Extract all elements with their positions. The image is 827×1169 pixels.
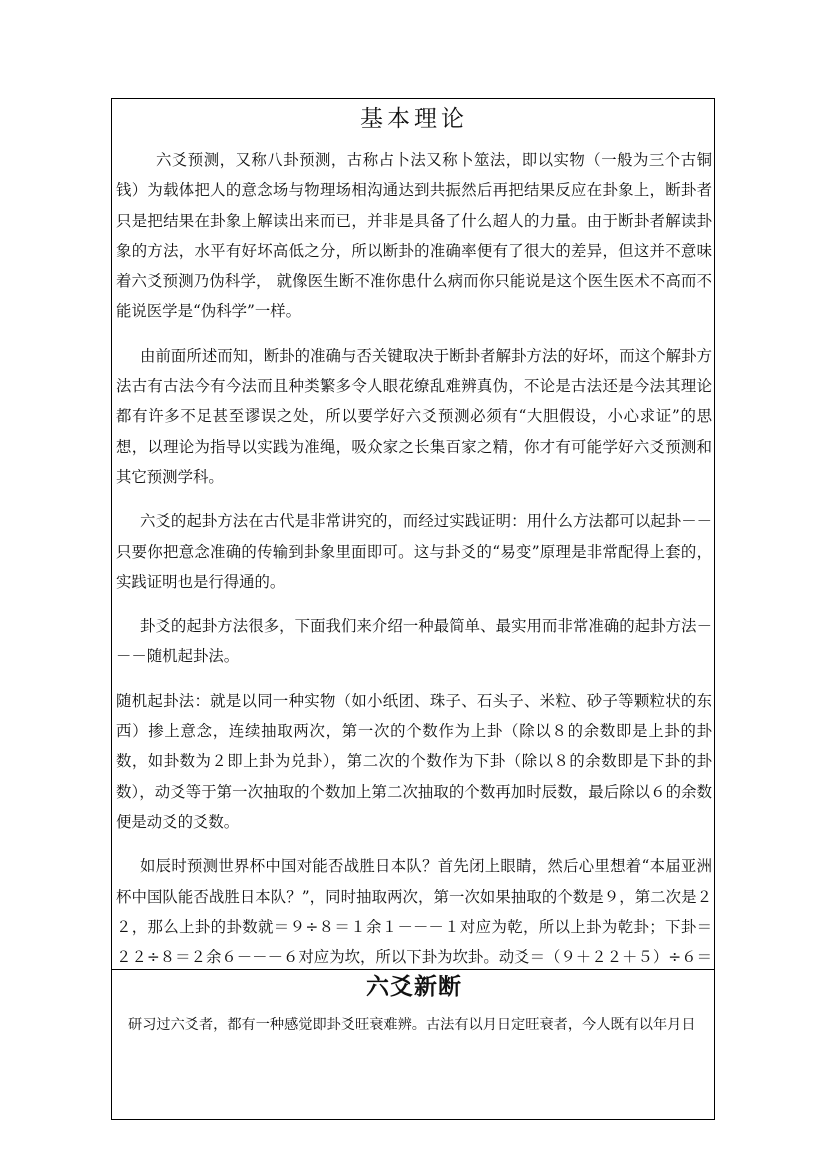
paragraph: 六爻预测，又称八卦预测，古称占卜法又称卜筮法，即以实物（一般为三个古铜钱）为载体把人的意念场与物理场相沟通达到共振然后再把结果反应在卦象上，断卦者只是把结果在卦象上解读出来而已，并非是具备了什么超人的力量。由于断卦者解读卦象的方法，水平有好坏高低之分，所以断卦的准确率便有了很大的差异，但这并不意味着六爻预测乃伪科学， 就像医生断不准你患什么病而你只能说是这个医生医术不高而不能说医学是“伪科学”一样。 — [116, 151, 712, 321]
paragraph: 卦爻的起卦方法很多，下面我们来介绍一种最简单、最实用而非常准确的起卦方法－－－随机起卦法。 — [116, 617, 712, 666]
paragraph: 随机起卦法：就是以同一种实物（如小纸团、珠子、石头子、米粒、砂子等颗粒状的东西）掺上意念，连续抽取两次，第一次的个数作为上卦（除以８的余数即是上卦的卦数，如卦数为２即上卦为兑卦），第二次的个数作为下卦（除以８的余数即是下卦的卦数），动爻等于第一次抽取的个数加上第二次抽取的个数再加时辰数，最后除以６的余数便是动爻的爻数。 — [116, 691, 712, 831]
paragraph: 六爻的起卦方法在古代是非常讲究的，而经过实践证明：用什么方法都可以起卦－－只要你把意念准确的传输到卦象里面即可。这与卦爻的“易变”原理是非常配得上套的，实践证明也是行得通的。 — [116, 512, 712, 591]
section-title: 基本理论 — [360, 106, 468, 132]
paragraph: 由前面所述而知，断卦的准确与否关键取决于断卦者解卦方法的好坏，而这个解卦方法古有古法今有今法而且种类繁多令人眼花缭乱难辨真伪，不论是古法还是今法其理论都有许多不足甚至谬误之处，所以要学好六爻预测必须有“大胆假设，小心求证”的思想，以理论为指导以实践为准绳，吸众家之长集百家之精，你才有可能学好六爻预测和其它预测学科。 — [116, 346, 712, 486]
section-basic-theory — [112, 99, 714, 970]
paragraph: 研习过六爻者，都有一种感觉即卦爻旺衰难辨。古法有以月日定旺衰者，今人既有以年月日 — [128, 1017, 696, 1033]
section-title: 六爻新断 — [366, 974, 462, 1000]
document-table — [111, 98, 715, 1120]
paragraph: 如辰时预测世界杯中国对能否战胜日本队？首先闭上眼睛，然后心里想着“本届亚洲杯中国队能否战胜日本队？”，同时抽取两次，第一次如果抽取的个数是９，第二次是２２，那么上卦的卦数就＝９÷８＝１余１－－－１对应为乾，所以上卦为乾卦；下卦＝２２÷８＝２余６－－－６对应为坎，所以下卦为坎卦。动爻＝（９＋２２＋５）÷６＝ — [116, 857, 712, 967]
section-new-judgement — [112, 970, 714, 1119]
